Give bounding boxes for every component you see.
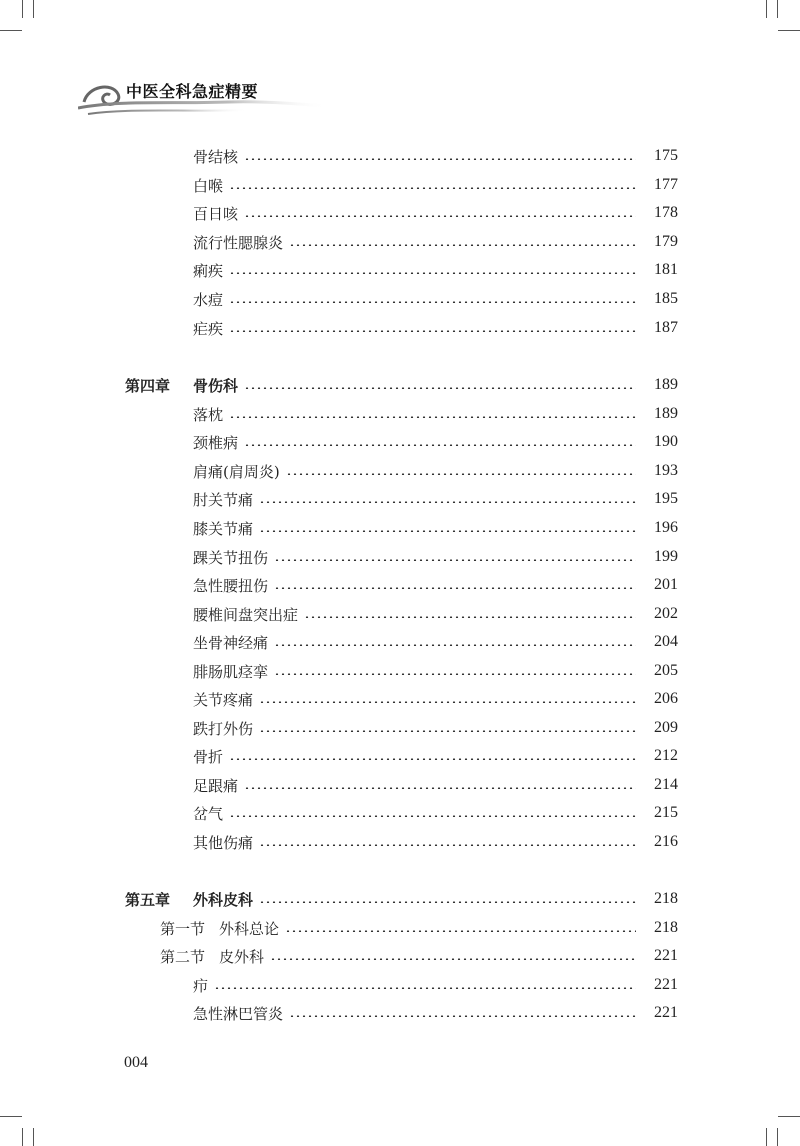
- dot-leader: [229, 301, 636, 303]
- toc-entry-title: 关节疼痛: [193, 690, 254, 709]
- running-header: [78, 64, 338, 124]
- toc-entry[interactable]: [193, 258, 678, 282]
- toc-entry[interactable]: [193, 144, 678, 168]
- toc-entry-title: 白喉: [193, 176, 224, 195]
- section-title: 外科总论: [219, 919, 280, 938]
- dot-leader: [244, 387, 636, 389]
- toc-entry-title: 足跟痛: [193, 776, 239, 795]
- dot-leader: [274, 559, 636, 561]
- dot-leader: [270, 958, 636, 960]
- crop-mark-bottom-left: [22, 1128, 23, 1146]
- dot-leader: [214, 987, 636, 989]
- toc-entry-title: 急性腰扭伤: [193, 576, 269, 595]
- toc-entry-title: 膝关节痛: [193, 519, 254, 538]
- dot-leader: [229, 416, 636, 418]
- toc-entry-page: 221: [654, 976, 678, 993]
- dot-leader: [244, 215, 636, 217]
- section-page: 218: [654, 919, 678, 936]
- toc-entry[interactable]: [193, 201, 678, 225]
- toc-entry-page: 215: [654, 804, 678, 821]
- toc-entry-page: 175: [654, 147, 678, 164]
- dot-leader: [229, 272, 636, 274]
- dot-leader: [229, 330, 636, 332]
- crop-mark-top-right: [778, 30, 800, 31]
- toc-entry[interactable]: [193, 659, 678, 683]
- toc-entry[interactable]: [193, 744, 678, 768]
- chapter-label: 第四章: [125, 376, 171, 395]
- page-number: 004: [124, 1054, 148, 1071]
- toc-entry-title: 坐骨神经痛: [193, 633, 269, 652]
- toc-entry-title: 踝关节扭伤: [193, 548, 269, 567]
- dot-leader: [304, 616, 636, 618]
- toc-entry[interactable]: [193, 687, 678, 711]
- toc-entry[interactable]: [193, 973, 678, 997]
- toc-entry-page: 196: [654, 519, 678, 536]
- toc-entry[interactable]: [193, 801, 678, 825]
- toc-section-heading[interactable]: [160, 916, 678, 940]
- dot-leader: [244, 787, 636, 789]
- toc-entry[interactable]: [193, 402, 678, 426]
- toc-entry-title: 疖: [193, 976, 209, 995]
- toc-entry[interactable]: [193, 287, 678, 311]
- crop-mark-top-left: [22, 0, 23, 18]
- chapter-page: 218: [654, 890, 678, 907]
- dot-leader: [259, 730, 636, 732]
- crop-mark-top-right: [766, 0, 767, 18]
- toc-entry[interactable]: [193, 630, 678, 654]
- toc-entry-page: 177: [654, 176, 678, 193]
- dot-leader: [229, 815, 636, 817]
- toc-entry-title: 疟疾: [193, 319, 224, 338]
- dot-leader: [244, 444, 636, 446]
- dot-leader: [259, 530, 636, 532]
- toc-entry[interactable]: [193, 230, 678, 254]
- section-label: 第二节: [160, 947, 206, 966]
- toc-entry[interactable]: [193, 1001, 678, 1025]
- toc-entry-page: 209: [654, 719, 678, 736]
- toc-entry[interactable]: [193, 773, 678, 797]
- section-label: 第一节: [160, 919, 206, 938]
- dot-leader: [274, 644, 636, 646]
- dot-leader: [259, 844, 636, 846]
- toc-entry-title: 落枕: [193, 405, 224, 424]
- dot-leader: [259, 701, 636, 703]
- crop-mark-bottom-right: [778, 1116, 800, 1117]
- toc-entry-title: 骨折: [193, 747, 224, 766]
- chapter-page: 189: [654, 376, 678, 393]
- toc-entry[interactable]: [193, 516, 678, 540]
- toc-chapter-heading[interactable]: [125, 373, 678, 397]
- crop-mark-bottom-right: [777, 1128, 778, 1146]
- section-title: 皮外科: [219, 947, 265, 966]
- toc-entry-page: 193: [654, 462, 678, 479]
- toc-entry-page: 202: [654, 605, 678, 622]
- book-title: 中医全科急症精要: [126, 82, 259, 101]
- toc-entry-title: 肩痛(肩周炎): [193, 462, 280, 481]
- chapter-title: 骨伤科: [193, 376, 239, 395]
- section-page: 221: [654, 947, 678, 964]
- toc-entry-title: 水痘: [193, 290, 224, 309]
- toc-entry-page: 216: [654, 833, 678, 850]
- toc-entry-page: 205: [654, 662, 678, 679]
- toc-entry-title: 腰椎间盘突出症: [193, 605, 299, 624]
- toc-entry-page: 179: [654, 233, 678, 250]
- toc-entry-page: 214: [654, 776, 678, 793]
- crop-mark-top-left: [33, 0, 34, 18]
- dot-leader: [274, 673, 636, 675]
- toc-entry-page: 185: [654, 290, 678, 307]
- toc-entry-page: 204: [654, 633, 678, 650]
- crop-mark-bottom-left: [33, 1128, 34, 1146]
- toc-entry-page: 190: [654, 433, 678, 450]
- dot-leader: [289, 244, 636, 246]
- toc-entry[interactable]: [193, 487, 678, 511]
- toc-entry-title: 颈椎病: [193, 433, 239, 452]
- dot-leader: [229, 758, 636, 760]
- toc-entry[interactable]: [193, 716, 678, 740]
- crop-mark-bottom-left: [0, 1116, 22, 1117]
- chapter-title: 外科皮科: [193, 890, 254, 909]
- toc-entry-title: 肘关节痛: [193, 490, 254, 509]
- toc-entry-title: 百日咳: [193, 204, 239, 223]
- toc-entry[interactable]: [193, 430, 678, 454]
- toc-entry-title: 腓肠肌痉挛: [193, 662, 269, 681]
- toc-entry-page: 189: [654, 405, 678, 422]
- chapter-label: 第五章: [125, 890, 171, 909]
- dot-leader: [244, 158, 636, 160]
- toc-entry[interactable]: [193, 830, 678, 854]
- toc-entry-title: 痢疾: [193, 261, 224, 280]
- toc-section-heading[interactable]: [160, 944, 678, 968]
- toc-entry[interactable]: [193, 173, 678, 197]
- toc-entry-page: 206: [654, 690, 678, 707]
- toc-entry-page: 212: [654, 747, 678, 764]
- toc-chapter-heading[interactable]: [125, 887, 678, 911]
- toc-entry[interactable]: [193, 459, 678, 483]
- toc-entry-page: 199: [654, 548, 678, 565]
- toc-entry-title: 骨结核: [193, 147, 239, 166]
- toc-entry-title: 流行性腮腺炎: [193, 233, 284, 252]
- dot-leader: [289, 1015, 636, 1017]
- dot-leader: [274, 587, 636, 589]
- crop-mark-top-right: [777, 0, 778, 18]
- toc-entry-title: 跌打外伤: [193, 719, 254, 738]
- toc-entry[interactable]: [193, 602, 678, 626]
- dot-leader: [286, 473, 636, 475]
- dot-leader: [285, 930, 636, 932]
- toc-entry-page: 187: [654, 319, 678, 336]
- toc-entry[interactable]: [193, 573, 678, 597]
- toc-entry-title: 急性淋巴管炎: [193, 1004, 284, 1023]
- toc-entry-page: 201: [654, 576, 678, 593]
- toc-entry[interactable]: [193, 316, 678, 340]
- toc-entry[interactable]: [193, 545, 678, 569]
- dot-leader: [259, 901, 636, 903]
- toc-entry-page: 195: [654, 490, 678, 507]
- crop-mark-top-left: [0, 30, 22, 31]
- toc-entry-page: 221: [654, 1004, 678, 1021]
- dot-leader: [259, 501, 636, 503]
- dot-leader: [229, 187, 636, 189]
- toc-entry-title: 其他伤痛: [193, 833, 254, 852]
- toc-entry-page: 178: [654, 204, 678, 221]
- crop-mark-bottom-right: [766, 1128, 767, 1146]
- toc-entry-title: 岔气: [193, 804, 224, 823]
- toc-entry-page: 181: [654, 261, 678, 278]
